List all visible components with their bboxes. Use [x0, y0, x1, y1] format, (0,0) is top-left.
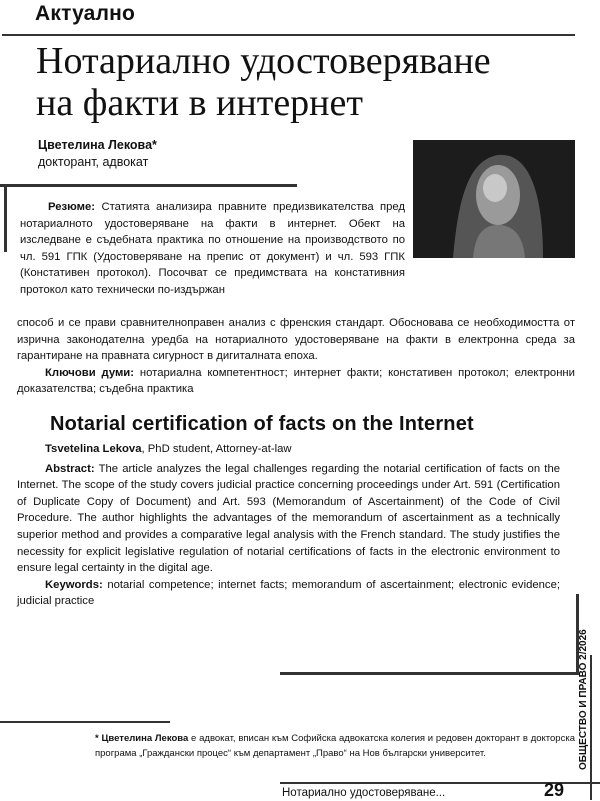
author-role: докторант, адвокат: [38, 155, 149, 169]
english-heading: Notarial certification of facts on the Internet: [50, 413, 474, 435]
title-line-2: на факти в интернет: [36, 82, 363, 124]
footnote: [95, 731, 575, 761]
abstract-bg-bottom: [17, 315, 575, 398]
english-author-role: , PhD student, Attorney-at-law: [141, 443, 292, 455]
keywords-bg-label: Ключови думи:: [45, 366, 135, 379]
running-title: Нотариално удостоверяване...: [282, 787, 446, 799]
english-block: [17, 441, 560, 610]
keywords-bg: нотариална компетентност; интернет факти; констативен протокол; електронни доказателства; съдебна практика: [17, 366, 575, 396]
abstract-bg-top: [20, 199, 405, 299]
footnote-rule: [0, 721, 170, 723]
bracket-top: [0, 184, 297, 187]
abstract-bg-text-top: Статията анализира правните предизвикателства пред нотариалното удостоверяване на факти в интернет. Обект на изследване е съдебната практика по отношение на производството по чл. 591 ГПК (Удостоверяване на препис от документ) и чл. 593 ГПК (Констативен протокол). Посочват се предимствата на констативния протокол като технически по-издържан: [20, 201, 405, 296]
author-block: [38, 137, 157, 171]
english-abstract-label: Abstract:: [45, 462, 95, 475]
header-rule: [2, 34, 575, 36]
title-line-1: Нотариално удостоверяване: [36, 40, 491, 82]
article-title: [36, 40, 491, 124]
author-name: Цветелина Лекова*: [38, 138, 157, 152]
section-label: Актуално: [35, 2, 136, 25]
side-rule: [590, 655, 592, 800]
journal-name: ОБЩЕСТВО И ПРАВО 2/2026: [578, 629, 589, 770]
footnote-text: е адвокат, вписан към Софийска адвокатска колегия и редовен докторант в докторска програма „Граждански процес“ към департамент „Право“ на Нов български университет.: [95, 733, 575, 759]
page-number: 29: [544, 780, 565, 800]
bracket-left: [4, 184, 7, 252]
footnote-name: * Цветелина Лекова: [95, 733, 189, 744]
english-keywords: notarial competence; internet facts; memorandum of ascertainment; electronic evidence; judicial practice: [17, 578, 560, 608]
english-abstract: The article analyzes the legal challenges regarding the notarial certification of facts on the Internet. The scope of the study covers judicial practice concerning proceedings under Art. 591 (Certification of Duplicate Copy of Document) and Art. 593 (Memorandum of Ascertainment) of the Code of Civil Procedure. The author highlights the advantages of the memorandum of ascertainment as a technically superior method and provides a comparative legal analysis with the French standard. The study justifies the necessity for explicit legislative regulation of notarial certifications of facts in the electronic environment to ensure legal certainty in the digital age.: [17, 462, 561, 575]
english-author-name: Tsvetelina Lekova: [45, 443, 142, 455]
abstract-bg-label: Резюме:: [48, 201, 96, 213]
bracket-bottom: [280, 672, 579, 675]
author-photo: [413, 140, 575, 258]
english-keywords-label: Keywords:: [45, 578, 103, 591]
abstract-bg-text-bottom: способ и се прави сравнителноправен анализ с френския стандарт. Обосновава се необходимостта от изрична законодателна уредба на нотариалното удостоверяване на факти в електронна среда за гарантиране на правната сигурност в дигиталната епоха.: [17, 317, 575, 363]
